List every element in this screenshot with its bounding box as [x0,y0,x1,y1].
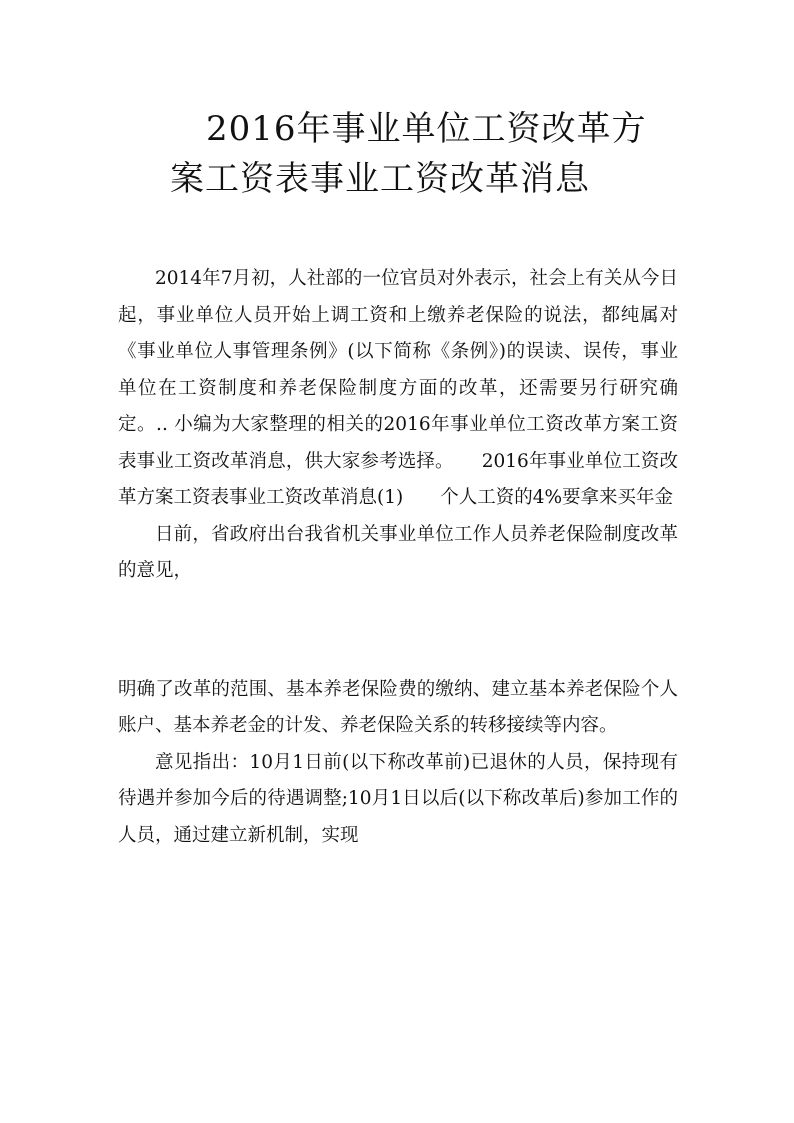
paragraph-opinion-points: 意见指出：10月1日前(以下称改革前)已退休的人员，保持现有待遇并参加今后的待遇调整;10月1日以后(以下称改革后)参加工作的人员，通过建立新机制，实现 [118,751,678,846]
title-line-2: 案工资表事业工资改革消息 [170,159,590,199]
title-line-1: 2016年事业单位工资改革方 [206,109,647,149]
paragraph-intro: 2014年7月初，人社部的一位官员对外表示，社会上有关从今日起，事业单位人员开始上调工资和上缴养老保险的说法，都纯属对《事业单位人事管理条例》(以下简称《条例》)的误读、误传，事业单位在工资制度和养老保险制度方面的改革，还需要另行研究确定。.. 小编为大家整理的相关的2016年事业单位工资改革方案工资表事业工资改革消息，供大家参考选择。 2016年事业单位工资改革方案工资表事业工资改革消息(1) 个人工资的4%要拿来买年金 [118,268,678,508]
paragraph-scope: 明确了改革的范围、基本养老保险费的缴纳、建立基本养老保险个人账户、基本养老金的计发、养老保险关系的转移接续等内容。 [118,678,678,736]
document-title [170,104,690,204]
paragraph-opinion-intro: 日前，省政府出台我省机关事业单位工作人员养老保险制度改革的意见， [118,523,678,581]
document-body [118,261,678,854]
